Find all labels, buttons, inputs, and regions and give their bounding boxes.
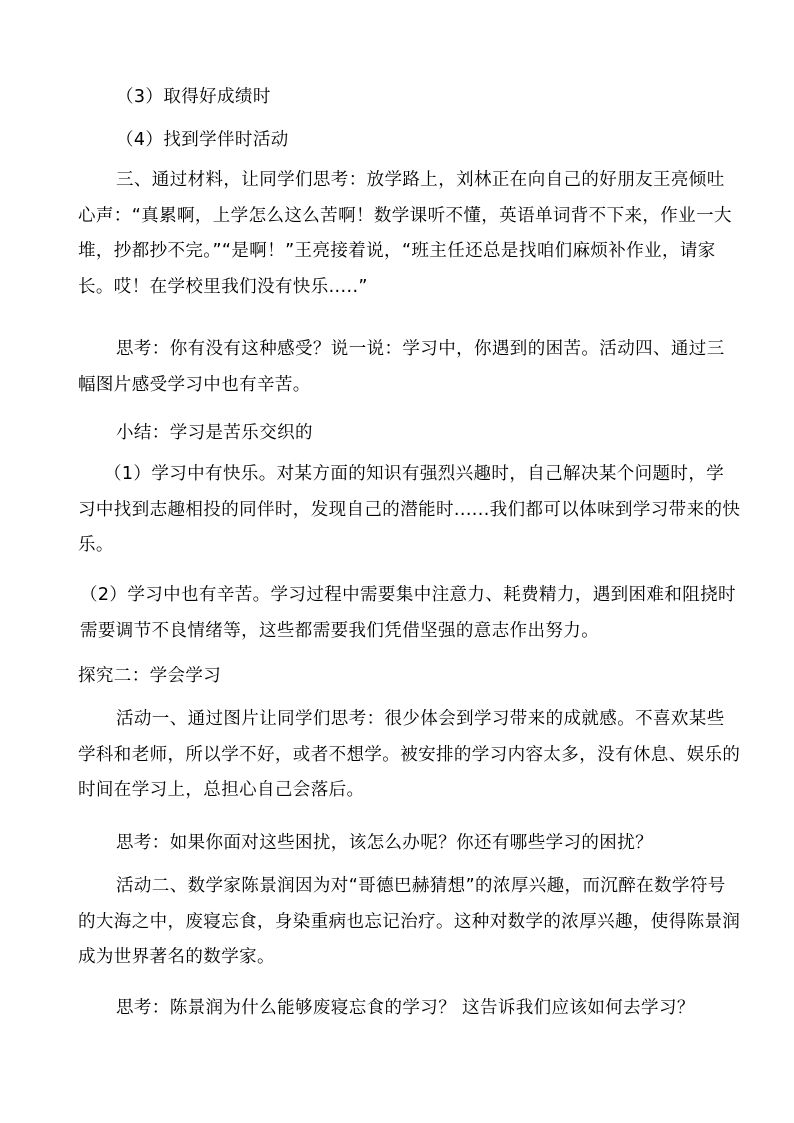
paragraph-summary: 小结：学习是苦乐交织的	[116, 423, 313, 443]
paragraph-section-three: 三、通过材料，让同学们思考：放学路上，刘林正在向自己的好朋友王亮倾吐心声：“真累啊，上学怎么这么苦啊！数学课听不懂，英语单词背不下来，作业一大堆，抄都抄不完。”“是啊！”王亮接着说，“班主任还总是找咱们麻烦补作业，请家长。哎！在学校里我们没有快乐.....”	[78, 170, 732, 297]
paragraph-hardship: （2）学习中也有辛苦。学习过程中需要集中注意力、耗费精力，遇到困难和阻挠时需要调节不良情绪等，这些都需要我们凭借坚强的意志作出努力。	[80, 585, 736, 641]
section-heading-explore-two: 探究二：学会学习	[78, 666, 222, 686]
paragraph-activity-one: 活动一、通过图片让同学们思考：很少体会到学习带来的成就感。不喜欢某些学科和老师，所以学不好，或者不想学。被安排的学习内容太多，没有休息、娱乐的时间在学习上，总担心自己会落后。	[78, 709, 741, 800]
paragraph-item-4: （4）找到学伴时活动	[116, 130, 289, 150]
paragraph-activity-two: 活动二、数学家陈景润因为对“哥德巴赫猜想”的浓厚兴趣，而沉醉在数学符号的大海之中，废寝忘食，身染重病也忘记治疗。这种对数学的浓厚兴趣，使得陈景润成为世界著名的数学家。	[78, 876, 741, 967]
paragraph-joy: （1）学习中有快乐。对某方面的知识有强烈兴趣时，自己解决某个问题时，学习中找到志趣相投的同伴时，发现自己的潜能时......我们都可以体味到学习带来的快乐。	[78, 464, 741, 555]
paragraph-think-chen: 思考：陈景润为什么能够废寝忘食的学习？ 这告诉我们应该如何去学习？	[116, 998, 695, 1018]
paragraph-think-troubles: 思考：如果你面对这些困扰，该怎么办呢？你还有哪些学习的困扰？	[116, 833, 653, 853]
paragraph-think-feeling: 思考：你有没有这种感受？说一说：学习中，你遇到的困苦。活动四、通过三幅图片感受学习中也有辛苦。	[78, 339, 725, 395]
paragraph-item-3: （3）取得好成绩时	[116, 87, 271, 107]
